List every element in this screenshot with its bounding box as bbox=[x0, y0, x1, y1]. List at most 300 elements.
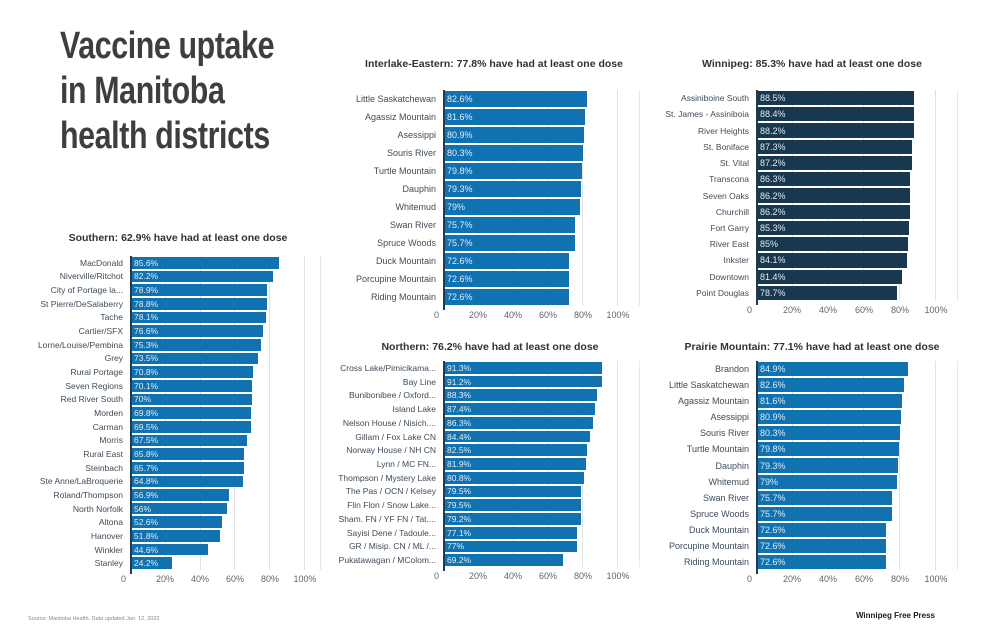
bar-row bbox=[443, 430, 639, 444]
category-label: Stanley bbox=[94, 558, 123, 569]
category-axis bbox=[35, 256, 130, 570]
bar-value-label: 73.5% bbox=[134, 353, 159, 364]
category-label: Turtle Mountain bbox=[686, 444, 749, 455]
bar-value-label: 88.3% bbox=[447, 390, 472, 401]
category-label: Swan River bbox=[389, 220, 436, 230]
category-label: Hanover bbox=[90, 530, 123, 541]
y-axis-line bbox=[756, 361, 758, 574]
x-axis-tick-label: 0 bbox=[746, 574, 752, 584]
x-axis-tick-label: 20% bbox=[782, 574, 802, 584]
x-axis-tick-label: 100% bbox=[293, 574, 317, 584]
category-label: Rural Portage bbox=[70, 367, 123, 378]
category-label: Agassiz Mountain bbox=[364, 112, 436, 122]
category-label: Asessippi bbox=[710, 412, 749, 423]
bar-row bbox=[756, 538, 957, 554]
bar-row bbox=[756, 377, 957, 393]
bar bbox=[130, 407, 251, 419]
x-axis-tick-label: 0 bbox=[746, 305, 752, 315]
bar-row bbox=[756, 425, 957, 441]
bar-row bbox=[756, 155, 957, 171]
bar bbox=[756, 123, 914, 137]
x-axis-tick-label: 100% bbox=[924, 305, 948, 315]
bar-row bbox=[130, 556, 320, 570]
bar bbox=[756, 458, 898, 472]
bar-row bbox=[756, 506, 957, 522]
bar bbox=[443, 499, 581, 511]
category-axis bbox=[666, 361, 756, 570]
category-label: Duck Mountain bbox=[375, 256, 436, 266]
bar bbox=[443, 554, 563, 566]
bar-value-label: 67.5% bbox=[134, 435, 159, 446]
category-label: Bunibonibee / Oxford... bbox=[349, 390, 436, 401]
category-label: Fort Garry bbox=[710, 222, 749, 233]
chart-interlake-eastern bbox=[348, 58, 640, 324]
chart-title: Prairie Mountain: 77.1% have had at least one dose bbox=[684, 341, 940, 353]
bar-value-label: 69.8% bbox=[134, 408, 159, 419]
x-axis-tick-label: 80% bbox=[573, 571, 593, 581]
x-axis-tick-label: 80% bbox=[260, 574, 280, 584]
bar-value-label: 78.1% bbox=[134, 312, 159, 323]
category-label: Winkler bbox=[94, 544, 123, 555]
bar-value-label: 79% bbox=[760, 476, 779, 487]
bar-value-label: 72.6% bbox=[760, 540, 786, 551]
x-axis-tick-label: 20% bbox=[155, 574, 175, 584]
bar-row bbox=[443, 416, 639, 430]
category-label: Churchill bbox=[715, 206, 749, 217]
x-axis-tick-label: 100% bbox=[606, 310, 630, 320]
bar-value-label: 75.3% bbox=[134, 339, 159, 350]
category-axis bbox=[340, 361, 443, 567]
bar-value-label: 88.2% bbox=[760, 125, 786, 136]
bar bbox=[756, 140, 912, 154]
y-axis-line bbox=[443, 361, 445, 571]
bar-value-label: 81.9% bbox=[447, 459, 472, 469]
bar bbox=[756, 253, 907, 267]
bar-value-label: 75.7% bbox=[760, 492, 786, 503]
chart-title: Winnipeg: 85.3% have had at least one dose bbox=[702, 58, 922, 70]
bar-row bbox=[130, 297, 320, 311]
bar-row bbox=[130, 270, 320, 284]
bar bbox=[130, 489, 229, 501]
bar bbox=[443, 163, 582, 179]
x-axis bbox=[433, 308, 640, 324]
bar-row bbox=[130, 475, 320, 489]
bar-value-label: 24.2% bbox=[134, 558, 159, 569]
page-title-line: Vaccine uptake bbox=[60, 25, 275, 67]
x-axis-tick-label: 80% bbox=[573, 310, 593, 320]
bar-row bbox=[130, 338, 320, 352]
bar-row bbox=[443, 90, 639, 108]
plot bbox=[35, 256, 321, 570]
bar-row bbox=[756, 474, 957, 490]
bar bbox=[443, 431, 590, 443]
category-label: St. Boniface bbox=[703, 141, 749, 152]
page-title-line: health districts bbox=[60, 114, 270, 157]
category-label: Ste Anne/LaBroquerie bbox=[39, 476, 123, 487]
bar bbox=[443, 217, 575, 233]
x-axis-tick-label: 60% bbox=[225, 574, 245, 584]
bar bbox=[443, 271, 569, 287]
bar-value-label: 82.6% bbox=[447, 94, 473, 104]
category-label: Downtown bbox=[709, 271, 749, 282]
bar-value-label: 82.6% bbox=[760, 380, 786, 391]
bar-value-label: 91.2% bbox=[447, 376, 472, 387]
bar bbox=[130, 271, 273, 283]
bar-row bbox=[756, 252, 957, 268]
bar-row bbox=[443, 457, 639, 471]
bar-value-label: 76.6% bbox=[134, 326, 159, 337]
publisher-credit: Winnipeg Free Press bbox=[855, 611, 935, 620]
bar-row bbox=[443, 471, 639, 485]
bar-row bbox=[130, 283, 320, 297]
bar-row bbox=[443, 526, 639, 540]
bar-value-label: 44.6% bbox=[134, 544, 159, 555]
bar-row bbox=[443, 361, 639, 375]
category-label: St Pierre/DeSalaberry bbox=[40, 298, 123, 309]
bar-row bbox=[756, 187, 957, 203]
bar bbox=[756, 378, 904, 392]
bar bbox=[756, 270, 902, 284]
bar bbox=[130, 312, 266, 324]
category-label: Swan River bbox=[702, 492, 749, 503]
bar bbox=[130, 339, 261, 351]
bar-value-label: 79% bbox=[447, 202, 466, 212]
bar-value-label: 85% bbox=[760, 239, 779, 250]
category-label: Gillam / Fox Lake CN bbox=[355, 431, 436, 442]
bar-row bbox=[443, 252, 639, 270]
bar bbox=[130, 448, 244, 460]
bar-row bbox=[443, 126, 639, 144]
bar-value-label: 77.1% bbox=[447, 527, 472, 538]
bar-value-label: 79.5% bbox=[447, 486, 472, 497]
bar bbox=[756, 286, 897, 300]
bar bbox=[756, 188, 910, 202]
category-axis bbox=[348, 90, 443, 306]
bar-value-label: 72.6% bbox=[760, 556, 786, 567]
plot bbox=[348, 90, 640, 306]
category-label: Agassiz Mountain bbox=[677, 396, 749, 407]
bar-value-label: 86.2% bbox=[760, 206, 786, 217]
bar-value-label: 86.3% bbox=[760, 174, 786, 185]
category-label: Dauphin bbox=[402, 184, 436, 194]
bars bbox=[756, 361, 957, 570]
bar-row bbox=[443, 443, 639, 457]
bar bbox=[130, 394, 252, 406]
category-label: Porcupine Mountain bbox=[668, 540, 749, 551]
bar-value-label: 82.2% bbox=[134, 271, 159, 282]
x-axis bbox=[433, 569, 640, 585]
x-axis-tick-label: 100% bbox=[606, 571, 630, 581]
bar bbox=[443, 91, 587, 107]
x-axis-tick-label: 20% bbox=[468, 571, 488, 581]
bars bbox=[443, 90, 639, 306]
category-label: Riding Mountain bbox=[370, 292, 436, 302]
category-label: Little Saskatchewan bbox=[668, 380, 749, 391]
bar bbox=[443, 541, 577, 553]
bar-value-label: 52.6% bbox=[134, 517, 159, 528]
bar-value-label: 91.3% bbox=[447, 362, 472, 373]
bar-value-label: 86.2% bbox=[760, 190, 786, 201]
bar-value-label: 87.2% bbox=[760, 158, 786, 169]
bar-value-label: 78.8% bbox=[134, 298, 159, 309]
bar bbox=[756, 491, 892, 505]
category-label: Nelson House / Nisich.... bbox=[342, 417, 436, 428]
bar bbox=[443, 417, 593, 429]
plot-area bbox=[443, 90, 640, 306]
bar bbox=[756, 362, 908, 376]
bar bbox=[443, 444, 587, 456]
bar-row bbox=[443, 216, 639, 234]
plot bbox=[666, 361, 958, 570]
category-label: River Heights bbox=[697, 125, 749, 136]
category-label: GR / Misip. CN / ML /... bbox=[348, 541, 436, 552]
bar bbox=[443, 199, 580, 215]
category-label: Island Lake bbox=[392, 404, 436, 415]
bars bbox=[756, 90, 957, 301]
bars bbox=[130, 256, 320, 570]
category-label: City of Portage la... bbox=[50, 285, 123, 296]
bar-value-label: 69.2% bbox=[447, 555, 472, 566]
bar-row bbox=[756, 554, 957, 570]
category-label: Souris River bbox=[386, 148, 436, 158]
bar-value-label: 78.9% bbox=[134, 285, 159, 296]
bar-value-label: 51.8% bbox=[134, 530, 159, 541]
y-axis-line bbox=[130, 256, 132, 574]
bar-value-label: 87.4% bbox=[447, 404, 472, 415]
y-axis-line bbox=[443, 90, 445, 310]
bar bbox=[756, 91, 914, 105]
category-label: MacDonald bbox=[80, 257, 123, 268]
bar-row bbox=[756, 409, 957, 425]
bar-row bbox=[130, 393, 320, 407]
category-label: Bay Line bbox=[402, 376, 436, 387]
bar-row bbox=[756, 171, 957, 187]
bar-value-label: 86.3% bbox=[447, 417, 472, 428]
bar-row bbox=[443, 498, 639, 512]
category-label: Rural East bbox=[83, 449, 123, 460]
bar-row bbox=[130, 379, 320, 393]
bar-row bbox=[756, 220, 957, 236]
plot bbox=[666, 90, 958, 301]
category-label: Souris River bbox=[699, 428, 749, 439]
bar-value-label: 69.5% bbox=[134, 421, 159, 432]
page-title bbox=[60, 24, 274, 158]
x-axis-tick-label: 60% bbox=[538, 571, 558, 581]
x-axis-tick-label: 40% bbox=[818, 574, 838, 584]
bar-row bbox=[756, 522, 957, 538]
bar-row bbox=[130, 324, 320, 338]
bar-row bbox=[130, 420, 320, 434]
bar bbox=[756, 442, 899, 456]
bar-value-label: 72.6% bbox=[447, 274, 473, 284]
x-axis-tick-label: 40% bbox=[503, 571, 523, 581]
bar-row bbox=[130, 529, 320, 543]
category-label: Morden bbox=[94, 408, 123, 419]
bar bbox=[756, 394, 902, 408]
page-title-line: in Manitoba bbox=[60, 69, 225, 112]
bar bbox=[443, 235, 575, 251]
bar-row bbox=[130, 406, 320, 420]
bar-value-label: 84.4% bbox=[447, 431, 472, 442]
x-axis-tick-label: 20% bbox=[782, 305, 802, 315]
bar-row bbox=[443, 108, 639, 126]
bar-value-label: 79.8% bbox=[447, 166, 473, 176]
bar bbox=[130, 421, 251, 433]
category-label: Flin Flon / Snow Lake... bbox=[347, 500, 436, 511]
bar bbox=[443, 145, 583, 161]
bar-row bbox=[130, 352, 320, 366]
bar-row bbox=[443, 553, 639, 567]
bar-row bbox=[756, 285, 957, 301]
category-label: Altona bbox=[98, 517, 123, 528]
bar bbox=[443, 486, 581, 498]
x-axis-tick-label: 20% bbox=[468, 310, 488, 320]
bar-value-label: 79.3% bbox=[447, 184, 473, 194]
category-label: Carman bbox=[92, 421, 123, 432]
category-label: Seven Regions bbox=[65, 380, 123, 391]
bar-row bbox=[443, 485, 639, 499]
bar bbox=[443, 403, 595, 415]
category-label: Duck Mountain bbox=[688, 524, 749, 535]
category-label: Lynn / MC FN... bbox=[376, 459, 436, 469]
category-label: Tache bbox=[100, 312, 123, 323]
bar-value-label: 88.4% bbox=[760, 109, 786, 120]
bar bbox=[130, 503, 227, 515]
category-label: The Pas / OCN / Kelsey bbox=[345, 486, 436, 497]
bar bbox=[756, 426, 900, 440]
bar-row bbox=[756, 457, 957, 473]
bar bbox=[756, 523, 886, 537]
bar bbox=[443, 127, 584, 143]
bar bbox=[130, 557, 172, 569]
category-label: Riding Mountain bbox=[683, 556, 749, 567]
bar-row bbox=[756, 361, 957, 377]
bar-value-label: 75.7% bbox=[447, 220, 473, 230]
bar-row bbox=[130, 434, 320, 448]
bar-value-label: 84.1% bbox=[760, 255, 786, 266]
category-label: Sayisi Dene / Tadoule... bbox=[346, 527, 436, 538]
bar bbox=[756, 475, 897, 489]
bar-row bbox=[443, 162, 639, 180]
bar-row bbox=[756, 139, 957, 155]
bar bbox=[130, 544, 208, 556]
bar-value-label: 80.9% bbox=[447, 130, 473, 140]
bar-row bbox=[443, 512, 639, 526]
category-label: Asessippi bbox=[397, 130, 436, 140]
chart-title: Northern: 76.2% have had at least one dose bbox=[381, 341, 599, 353]
bar bbox=[443, 472, 584, 484]
bar-row bbox=[443, 540, 639, 554]
bar bbox=[756, 410, 901, 424]
bar-row bbox=[443, 388, 639, 402]
category-axis bbox=[666, 90, 756, 301]
chart-title: Southern: 62.9% have had at least one dose bbox=[68, 232, 288, 244]
bar-value-label: 79.2% bbox=[447, 513, 472, 524]
bar bbox=[443, 109, 585, 125]
category-label: Niverville/Ritchot bbox=[59, 271, 123, 282]
x-axis-tick-label: 0 bbox=[433, 571, 439, 581]
x-axis-tick-label: 40% bbox=[190, 574, 210, 584]
bar bbox=[756, 107, 914, 121]
bar-value-label: 80.9% bbox=[760, 412, 786, 423]
x-axis bbox=[120, 572, 321, 588]
category-label: St. Vital bbox=[719, 158, 749, 169]
x-axis-tick-label: 40% bbox=[818, 305, 838, 315]
bar-row bbox=[443, 144, 639, 162]
x-axis bbox=[746, 303, 958, 319]
bar bbox=[756, 237, 908, 251]
category-label: Brandon bbox=[714, 364, 749, 375]
bar-value-label: 78.7% bbox=[760, 287, 786, 298]
bar-row bbox=[130, 488, 320, 502]
bar-row bbox=[130, 543, 320, 557]
bar-value-label: 75.7% bbox=[760, 508, 786, 519]
bar-value-label: 84.9% bbox=[760, 364, 786, 375]
x-axis-tick-label: 0 bbox=[433, 310, 439, 320]
bar bbox=[130, 516, 222, 528]
bar-row bbox=[756, 269, 957, 285]
category-label: Thompson / Mystery Lake bbox=[338, 472, 436, 483]
category-label: St. James - Assiniboia bbox=[665, 109, 749, 120]
bar bbox=[443, 513, 581, 525]
bar bbox=[130, 380, 252, 392]
bar-row bbox=[756, 441, 957, 457]
category-label: Steinbach bbox=[85, 462, 123, 473]
plot bbox=[340, 361, 640, 567]
category-label: Roland/Thompson bbox=[53, 489, 123, 500]
plot-area bbox=[443, 361, 640, 567]
bar bbox=[130, 298, 267, 310]
bar bbox=[130, 530, 220, 542]
category-label: Seven Oaks bbox=[702, 190, 749, 201]
bar-value-label: 56.9% bbox=[134, 489, 159, 500]
bar-value-label: 85.3% bbox=[760, 222, 786, 233]
bar-value-label: 87.3% bbox=[760, 141, 786, 152]
bar-row bbox=[756, 90, 957, 106]
bar-row bbox=[443, 180, 639, 198]
category-label: Grey bbox=[104, 353, 123, 364]
x-axis-tick-label: 80% bbox=[890, 305, 910, 315]
bar bbox=[443, 376, 602, 388]
bar bbox=[443, 362, 602, 374]
bar-value-label: 80.3% bbox=[760, 428, 786, 439]
x-axis-tick-label: 40% bbox=[503, 310, 523, 320]
x-axis-tick-label: 0 bbox=[120, 574, 126, 584]
bar-value-label: 75.7% bbox=[447, 238, 473, 248]
bar-row bbox=[443, 270, 639, 288]
bar-value-label: 79.5% bbox=[447, 500, 472, 511]
bar-value-label: 72.6% bbox=[760, 524, 786, 535]
category-label: Sham. FN / YF FN / Tat.... bbox=[338, 513, 436, 524]
bar bbox=[443, 253, 569, 269]
bar bbox=[443, 458, 586, 470]
bar-value-label: 82.5% bbox=[447, 445, 472, 456]
bar bbox=[756, 539, 886, 553]
bar-value-label: 80.8% bbox=[447, 472, 472, 483]
bar-row bbox=[130, 365, 320, 379]
bar-value-label: 70.8% bbox=[134, 367, 159, 378]
bar bbox=[130, 325, 263, 337]
bar-row bbox=[130, 515, 320, 529]
bar-value-label: 72.6% bbox=[447, 292, 473, 302]
bar-row bbox=[130, 447, 320, 461]
category-label: Assiniboine South bbox=[680, 93, 749, 104]
bar-row bbox=[756, 490, 957, 506]
x-axis-tick-label: 60% bbox=[854, 305, 874, 315]
bar bbox=[756, 555, 886, 569]
category-label: Point Douglas bbox=[696, 287, 749, 298]
category-label: Turtle Mountain bbox=[373, 166, 436, 176]
